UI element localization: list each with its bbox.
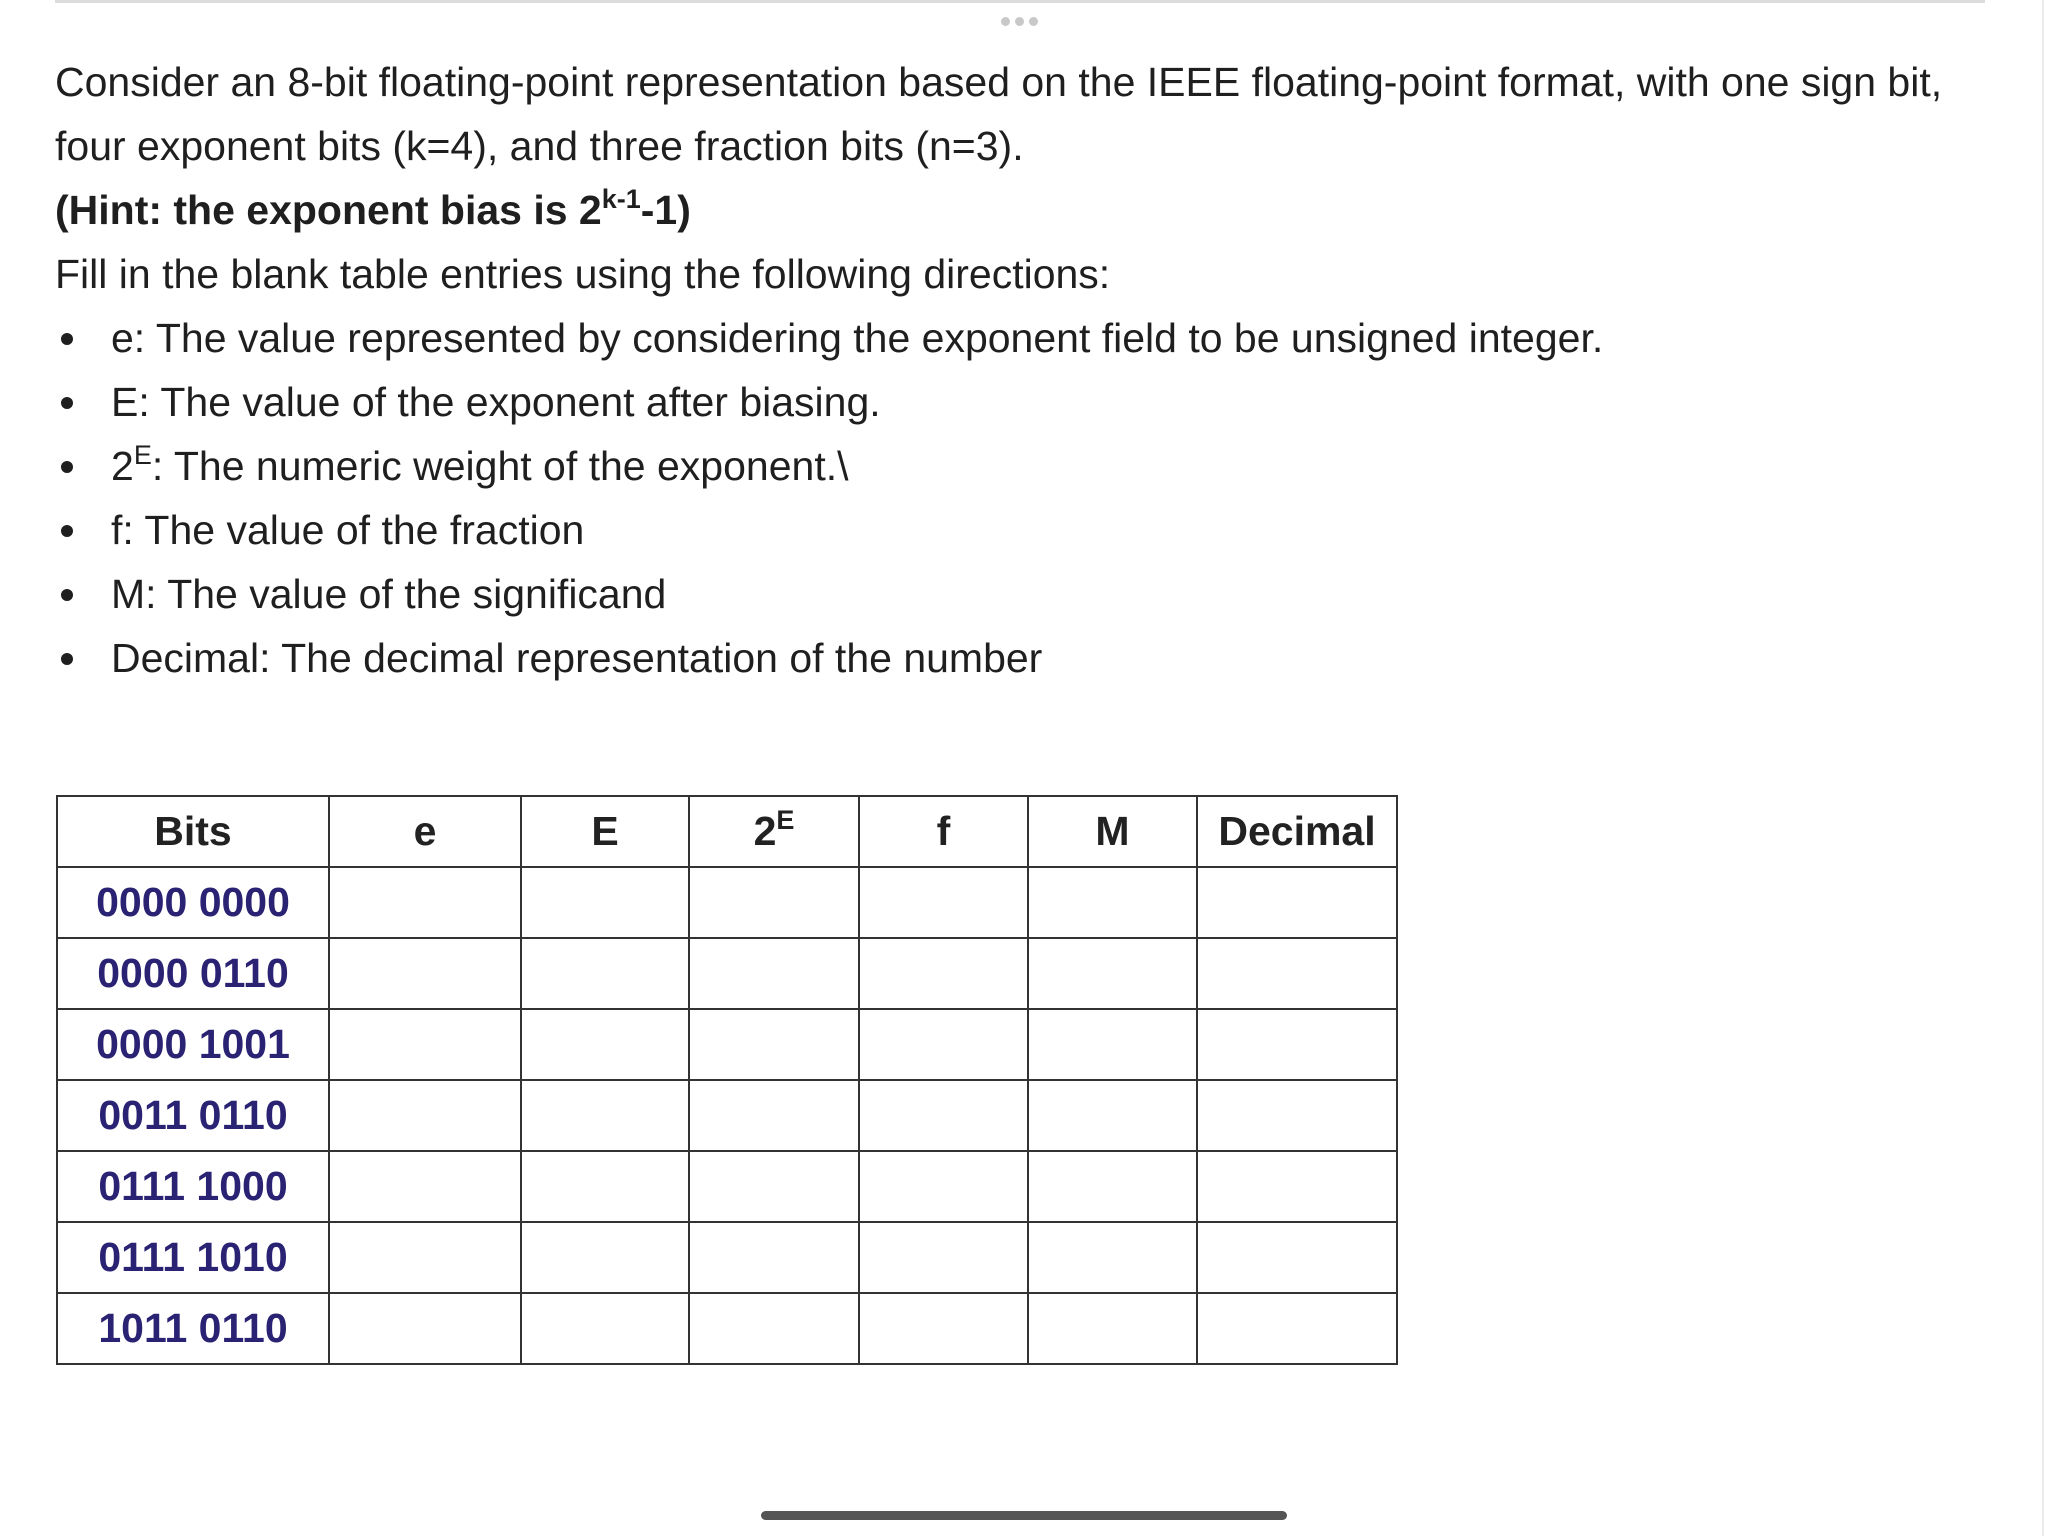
blank-cell-M[interactable]	[1028, 1293, 1197, 1364]
blank-cell-decimal[interactable]	[1197, 1080, 1397, 1151]
top-divider	[55, 0, 1985, 3]
blank-cell-E[interactable]	[521, 1151, 689, 1222]
header-E: E	[521, 796, 689, 867]
header-decimal: Decimal	[1197, 796, 1397, 867]
table-row	[57, 1080, 1397, 1151]
header-e: e	[329, 796, 521, 867]
blank-cell-2E[interactable]	[689, 1009, 859, 1080]
blank-cell-2E[interactable]	[689, 1222, 859, 1293]
blank-cell-E[interactable]	[521, 1009, 689, 1080]
blank-cell-M[interactable]	[1028, 1151, 1197, 1222]
hint-text	[55, 178, 1995, 242]
blank-cell-E[interactable]	[521, 938, 689, 1009]
blank-cell-2E[interactable]	[689, 938, 859, 1009]
blank-cell-f[interactable]	[859, 867, 1028, 938]
right-edge-divider	[2042, 0, 2044, 1536]
bits-cell: 0000 0000	[57, 867, 329, 938]
hint-exponent: k-1	[601, 184, 641, 214]
directions-text: Fill in the blank table entries using the following directions:	[55, 251, 1111, 297]
table-row	[57, 938, 1397, 1009]
blank-cell-decimal[interactable]	[1197, 938, 1397, 1009]
blank-cell-f[interactable]	[859, 1293, 1028, 1364]
bits-cell: 0111 1010	[57, 1222, 329, 1293]
bits-cell: 0111 1000	[57, 1151, 329, 1222]
table-row	[57, 1009, 1397, 1080]
bullet-text: : The numeric weight of the exponent.\	[151, 443, 849, 489]
blank-cell-e[interactable]	[329, 1080, 521, 1151]
bullet-base: 2	[111, 443, 134, 489]
bits-cell: 0000 0110	[57, 938, 329, 1009]
blank-cell-e[interactable]	[329, 1151, 521, 1222]
table-header-row	[57, 796, 1397, 867]
directions-list	[55, 306, 1995, 690]
blank-cell-f[interactable]	[859, 938, 1028, 1009]
blank-cell-2E[interactable]	[689, 1293, 859, 1364]
blank-cell-f[interactable]	[859, 1080, 1028, 1151]
blank-cell-E[interactable]	[521, 867, 689, 938]
fill-in-table	[56, 795, 1398, 1365]
blank-cell-2E[interactable]	[689, 1151, 859, 1222]
header-2E	[689, 796, 859, 867]
list-item: Decimal: The decimal representation of the number	[55, 626, 1995, 690]
hint-suffix: -1)	[640, 187, 691, 233]
blank-cell-decimal[interactable]	[1197, 1009, 1397, 1080]
list-item: f: The value of the fraction	[55, 498, 1995, 562]
table-row	[57, 1222, 1397, 1293]
table-row	[57, 1151, 1397, 1222]
blank-cell-E[interactable]	[521, 1293, 689, 1364]
bits-cell: 1011 0110	[57, 1293, 329, 1364]
bullet-sup: E	[133, 440, 152, 470]
blank-cell-e[interactable]	[329, 867, 521, 938]
header-f: f	[859, 796, 1028, 867]
list-item: e: The value represented by considering the exponent field to be unsigned integer.	[55, 306, 1995, 370]
question-body	[55, 50, 1995, 690]
blank-cell-2E[interactable]	[689, 867, 859, 938]
blank-cell-decimal[interactable]	[1197, 1222, 1397, 1293]
bits-cell: 0000 1001	[57, 1009, 329, 1080]
blank-cell-e[interactable]	[329, 1009, 521, 1080]
blank-cell-M[interactable]	[1028, 1009, 1197, 1080]
blank-cell-M[interactable]	[1028, 1222, 1197, 1293]
blank-cell-e[interactable]	[329, 1293, 521, 1364]
more-options-icon[interactable]	[1001, 17, 1038, 26]
blank-cell-f[interactable]	[859, 1151, 1028, 1222]
blank-cell-2E[interactable]	[689, 1080, 859, 1151]
header-2E-sup: E	[776, 805, 795, 835]
blank-cell-M[interactable]	[1028, 867, 1197, 938]
header-bits: Bits	[57, 796, 329, 867]
hint-prefix: (Hint: the exponent bias is 2	[55, 187, 602, 233]
blank-cell-e[interactable]	[329, 938, 521, 1009]
blank-cell-decimal[interactable]	[1197, 1293, 1397, 1364]
blank-cell-E[interactable]	[521, 1222, 689, 1293]
blank-cell-M[interactable]	[1028, 1080, 1197, 1151]
list-item: E: The value of the exponent after biasing.	[55, 370, 1995, 434]
intro-text: Consider an 8-bit floating-point representation based on the IEEE floating-point format, with one sign bit, four exponent bits (k=4), and three fraction bits (n=3).	[55, 59, 1943, 169]
blank-cell-decimal[interactable]	[1197, 1151, 1397, 1222]
blank-cell-M[interactable]	[1028, 938, 1197, 1009]
header-M: M	[1028, 796, 1197, 867]
blank-cell-f[interactable]	[859, 1009, 1028, 1080]
list-item	[55, 434, 1995, 498]
header-2E-base: 2	[753, 808, 777, 854]
list-item: M: The value of the significand	[55, 562, 1995, 626]
blank-cell-E[interactable]	[521, 1080, 689, 1151]
home-indicator[interactable]	[761, 1511, 1287, 1520]
bits-cell: 0011 0110	[57, 1080, 329, 1151]
blank-cell-f[interactable]	[859, 1222, 1028, 1293]
table-row	[57, 1293, 1397, 1364]
table-row	[57, 867, 1397, 938]
blank-cell-e[interactable]	[329, 1222, 521, 1293]
blank-cell-decimal[interactable]	[1197, 867, 1397, 938]
